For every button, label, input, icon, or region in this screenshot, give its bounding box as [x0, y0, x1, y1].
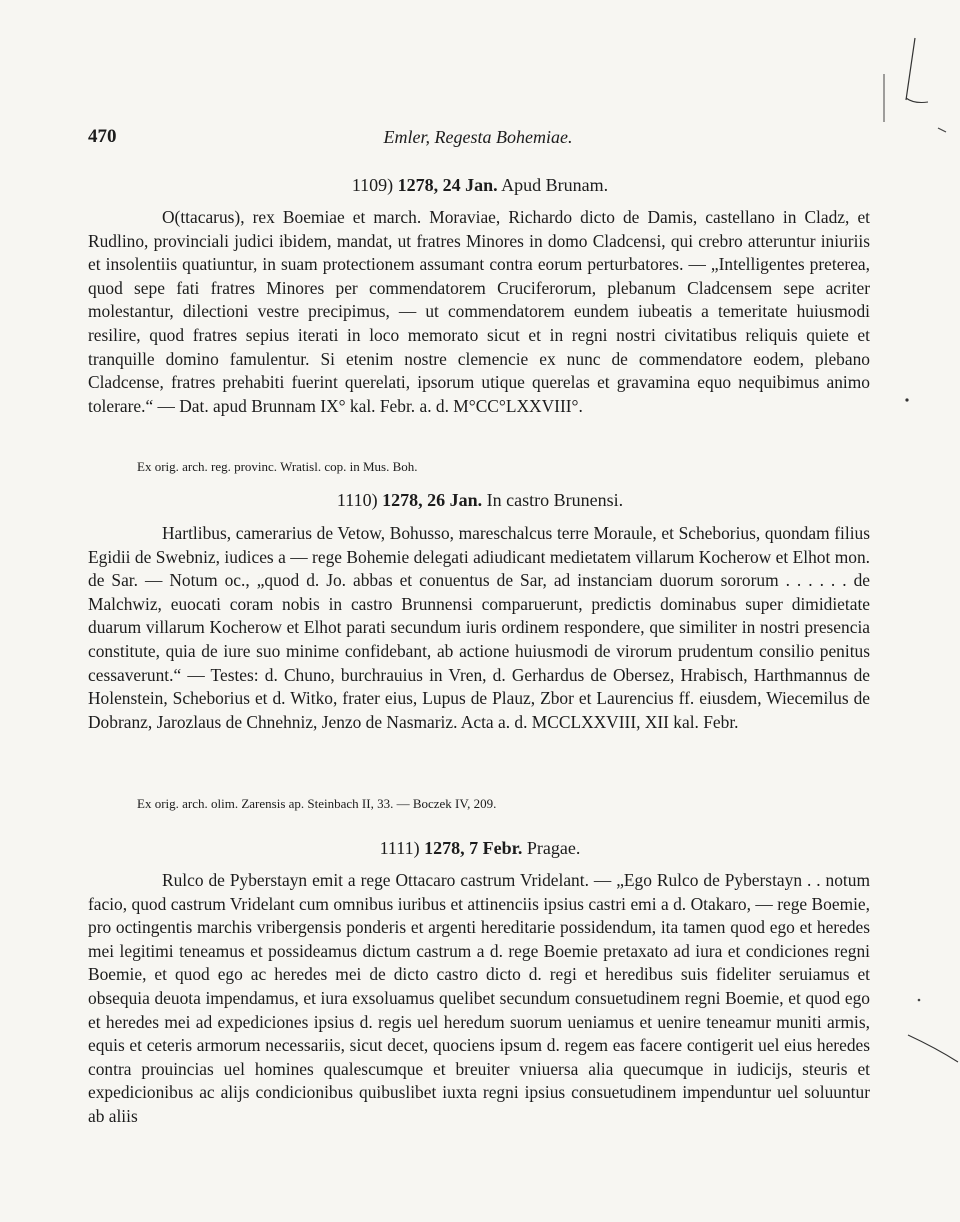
entry-text: O(ttacarus), rex Boemiae et march. Moraviae, Richardo dicto de Damis, castellano in Cladz, et Rudlino, provinciali judici ibidem, mandat, ut fratres Minores in domo Cladcensi, qui crebro atteruntur iniuriis et insolentiis quatiuntur, in suam protectionem assumant contra eorum perturbatores. — „Intelligentes preterea, quod sepe fati fratres Minores per commendatorem Cruciferorum, plebanum Cladcensem sepe acriter molestantur, dilectioni vestre precipimus, — ut commendatorem eundem iubeatis a temeritate huiusmodi resilire, quod fratres sepius iterati in loco memorato sicut et in regni nostri civitatibus reliquis quiete et tranquille domino famulentur. Si etenim nostre clemencie ex nunc de commendatore eodem, plebano Cladcense, fratres prehabiti fuerint querelati, ipsorum utique querelas et gravamina equo nequibimus animo tolerare.“ — Dat. apud Brunnam IX° kal. Febr. a. d. M°CC°LXXVIII°. — [88, 207, 870, 416]
entry-text: Hartlibus, camerarius de Vetow, Bohusso, mareschalcus terre Moraule, et Scheborius, quondam filius Egidii de Swebniz, iudices a — rege Bohemie delegati adiudicant medietatem villarum Kocherow et Elhot mon. de Sar. — Notum oc., „quod d. Jo. abbas et conuentus de Sar, ad instanciam duorum sororum . . . . . . de Malchwiz, euocati coram nobis in castro Brunnensi comparuerunt, predictis dominabus super dimidietate duarum villarum Kocherow et Elhot parati secundum iuris ordinem respondere, que similiter in nostri presencia constitute, quia de iure suo minime confidebant, ab actione huiusmodi de virorum prudentum consilio penitus cessaverunt.“ — Testes: d. Chuno, burchrauius in Vren, d. Gerhardus de Obersez, Hrabisch, Harthmannus de Holenstein, Scheborius et d. Witko, frater eius, Lupus de Plauz, Zbor et Laurencius ff. eiusdem, Wiecemilus de Dobranz, Jarozlaus de Chnehniz, Jenzo de Nasmariz. Acta a. d. MCCLXXVIII, XII kal. Febr. — [88, 523, 870, 732]
entry-date: 1278, 24 Jan. — [397, 175, 498, 195]
entry-source: Ex orig. arch. olim. Zarensis ap. Steinbach II, 33. — Boczek IV, 209. — [137, 796, 497, 811]
entry-number: 1111) — [379, 838, 420, 858]
entry-place: Pragae. — [526, 838, 581, 858]
entry-number: 1109) — [351, 175, 394, 195]
entry-source: Ex orig. arch. reg. provinc. Wratisl. cop. in Mus. Boh. — [137, 459, 418, 474]
entry-place: Apud Brunam. — [501, 175, 609, 195]
entry-text: Rulco de Pyberstayn emit a rege Ottacaro castrum Vridelant. — „Ego Rulco de Pyberstayn . . notum facio, quod castrum Vridelant cum omnibus iuribus et attinenciis ipsius castri emi a d. Otakaro, — rege Boemie, pro octingentis marchis vribergensis ponderis et argenti hereditarie possidendum, ita tamen quod ego et heredes mei legitimi teneamus et possideamus dictum castrum a d. rege Boemie pretaxato ad iura et condiciones regni Boemie, et quod ego ac heredes mei de dicto castro dicto d. regi et heredibus suis fideliter seruiamus et obsequia deuota impendamus, et iura exsoluamus quelibet secundum consuetudinem regni Boemie, et quod ego et heredes mei ad expediciones ipsius d. regis uel heredum suorum ueniamus et uenire teneamur muniti armis, equis et ceteris armorum necessariis, sicut decet, quociens ipsum d. regem eas facere contigerit uel eius heredes contra prouincias uel homines qualescumque et breuiter vniuersa alia quecumque in iudicijs, steuris et expedicionibus ac alijs condicionibus quibuslibet iuxta regni ipsius consuetudinem impenduntur uel soluuntur ab aliis — [88, 870, 870, 1126]
page-number: 470 — [88, 126, 117, 147]
entry-date: 1278, 7 Febr. — [424, 838, 523, 858]
entry-number: 1110) — [336, 490, 378, 510]
entry-heading — [0, 488, 960, 512]
running-title: Emler, Regesta Bohemiae. — [383, 127, 573, 147]
page-header — [88, 126, 868, 154]
entry-place: In castro Brunensi. — [486, 490, 624, 510]
entry-date: 1278, 26 Jan. — [382, 490, 483, 510]
entry-heading — [0, 173, 960, 197]
entry-heading — [0, 836, 960, 860]
